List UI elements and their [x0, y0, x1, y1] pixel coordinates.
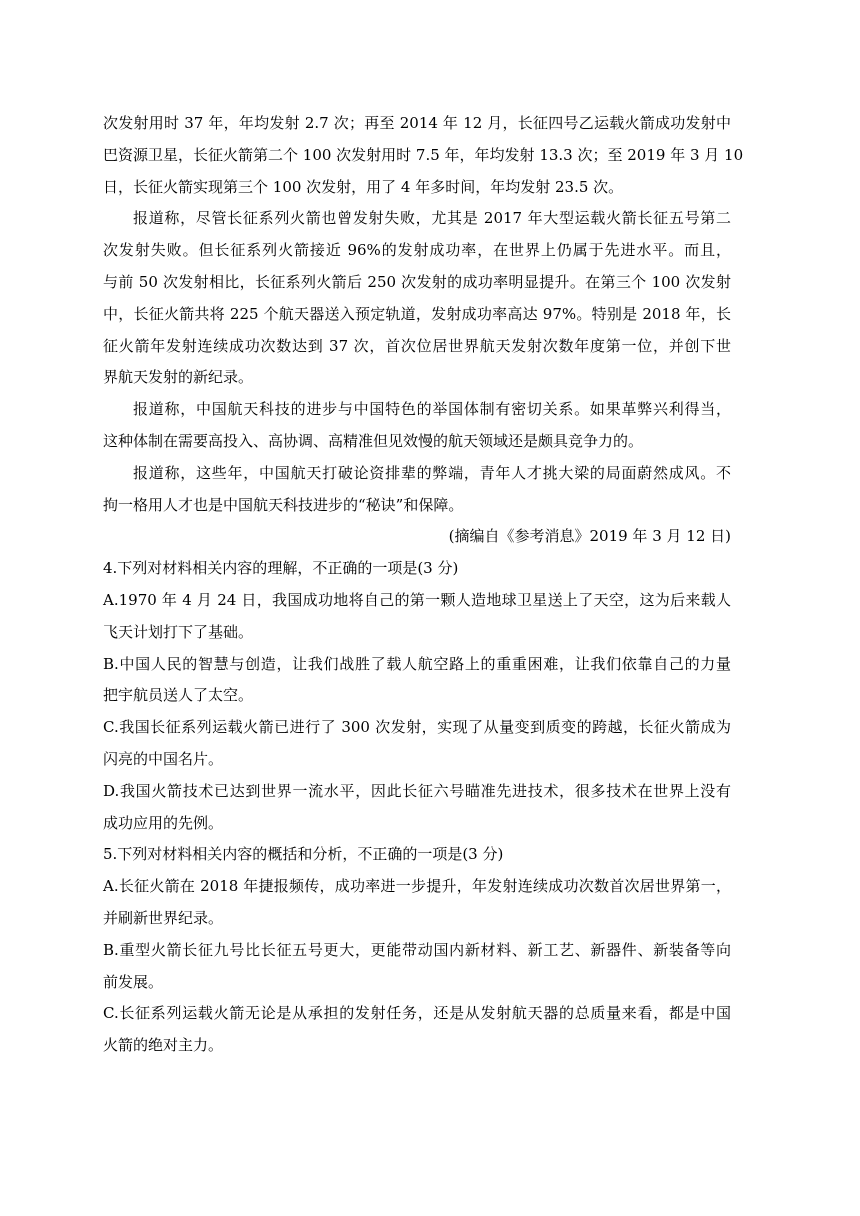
option-line: A.1970 年 4 月 24 日，我国成功地将自己的第一颗人造地球卫星送上了天空，这为后来载人 — [103, 590, 731, 609]
text-line: 与前 50 次发射相比，长征系列火箭后 250 次发射的成功率明显提升。在第三个 100 次发射 — [103, 272, 731, 291]
option-line: C.我国长征系列运载火箭已进行了 300 次发射，实现了从量变到质变的跨越，长征火箭成为 — [103, 718, 731, 737]
option-line: A.长征火箭在 2018 年捷报频传，成功率进一步提升，年发射连续成功次数首次居世界第一， — [103, 877, 731, 896]
option-line: 前发展。 — [103, 972, 164, 991]
option-b — [103, 935, 731, 999]
article-paragraph-1 — [103, 108, 744, 203]
text-line: 拘一格用人才也是中国航天科技进步的“秘诀”和保障。 — [103, 495, 464, 514]
text-line: 征火箭年发射连续成功次数达到 37 次，首次位居世界航天发射次数年度第一位，并创下世 — [103, 336, 731, 355]
text-line: 报道称，这些年，中国航天打破论资排辈的弊端，青年人才挑大梁的局面蔚然成风。不 — [133, 463, 731, 482]
text-line: 中，长征火箭共将 225 个航天器送入预定轨道，发射成功率高达 97%。特别是 2018 年，长 — [103, 304, 731, 323]
text-line: 巴资源卫星，长征火箭第二个 100 次发射用时 7.5 年，年均发射 13.3 次；至 2019 年 3 月 10 — [103, 145, 744, 164]
text-line: 报道称，中国航天科技的进步与中国特色的举国体制有密切关系。如果革弊兴利得当， — [133, 400, 731, 419]
article-paragraph-4 — [103, 458, 731, 522]
option-line: 闪亮的中国名片。 — [103, 749, 224, 768]
option-a — [103, 871, 731, 935]
option-c — [103, 712, 731, 776]
question-stem: 5.下列对材料相关内容的概括和分析，不正确的一项是(3 分) — [103, 845, 504, 864]
text-line: 次发射用时 37 年，年均发射 2.7 次；再至 2014 年 12 月，长征四号乙运载火箭成功发射中 — [103, 114, 731, 132]
document-page — [103, 108, 744, 1062]
option-b — [103, 649, 731, 713]
source-citation: (摘编自《参考消息》2019 年 3 月 12 日) — [448, 527, 731, 546]
text-line: 次发射失败。但长征系列火箭接近 96%的发射成功率，在世界上仍属于先进水平。而且， — [103, 241, 731, 260]
question-5 — [103, 839, 731, 1062]
option-line: D.我国火箭技术已达到世界一流水平，因此长征六号瞄准先进技术，很多技术在世界上没有 — [103, 781, 731, 800]
article-paragraph-2 — [103, 203, 731, 394]
option-line: 把宇航员送人了太空。 — [103, 686, 254, 705]
option-line: C.长征系列运载火箭无论是从承担的发射任务，还是从发射航天器的总质量来看，都是中国 — [103, 1004, 731, 1023]
option-line: 成功应用的先例。 — [103, 813, 224, 832]
option-line: 飞天计划打下了基础。 — [103, 622, 254, 641]
option-d — [103, 776, 731, 840]
option-line: B.重型火箭长征九号比长征五号更大，更能带动国内新材料、新工艺、新器件、新装备等向 — [103, 940, 731, 959]
option-c — [103, 998, 731, 1062]
text-line: 这种体制在需要高投入、高协调、高精准但见效慢的航天领域还是颇具竞争力的。 — [103, 431, 644, 450]
text-line: 报道称，尽管长征系列火箭也曾发射失败，尤其是 2017 年大型运载火箭长征五号第二 — [133, 209, 731, 228]
option-a — [103, 585, 731, 649]
option-line: B.中国人民的智慧与创造，让我们战胜了载人航空路上的重重困难，让我们依靠自己的力量 — [103, 654, 731, 673]
text-line: 界航天发射的新纪录。 — [103, 368, 254, 387]
option-line: 并刷新世界纪录。 — [103, 908, 224, 927]
article-paragraph-3 — [103, 394, 731, 458]
text-line: 日，长征火箭实现第三个 100 次发射，用了 4 年多时间，年均发射 23.5 次。 — [103, 177, 624, 196]
question-4 — [103, 553, 731, 839]
option-line: 火箭的绝对主力。 — [103, 1036, 224, 1055]
question-stem: 4.下列对材料相关内容的理解，不正确的一项是(3 分) — [103, 559, 459, 578]
